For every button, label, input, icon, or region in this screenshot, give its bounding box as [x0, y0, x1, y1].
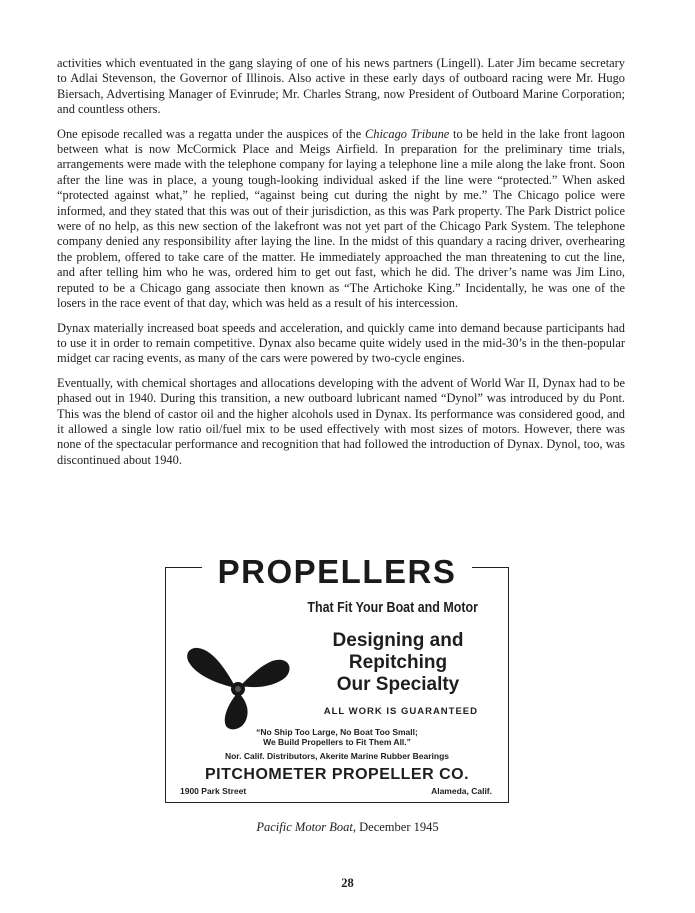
propeller-icon: [184, 644, 294, 732]
ad-slogan-line-2: We Build Propellers to Fit Them All.”: [263, 737, 411, 747]
ad-slogan: [166, 727, 508, 747]
propeller-advertisement: [165, 553, 509, 803]
paragraph-3: Dynax materially increased boat speeds and acceleration, and quickly came into demand because participants had to use it in order to remain competitive. Dynax also became quite widely used in the mid-30’s in the then-popular midget car racing events, as many of the cars were powered by two-cycle engines.: [57, 320, 625, 366]
ad-tagline: That Fit Your Boat and Motor: [307, 600, 478, 616]
paragraph-2-rest: to be held in the lake front lagoon between what is now McCormick Place and Meigs Airfield. In preparation for the preliminary time trials, arrangements were made with the telephone company for laying a telephone line a mile along the lake front. Soon after the line was in place, a young tough-looking individual asked if the line were “protected.” When asked “protected against what,” he replied, “against being cut during the night by me.” The Chicago police were informed, and they stated that this was out of their jurisdiction, as this was Park property. The Park District police were of no help, as this new section of the lakefront was not yet part of the Chicago Park System. The telephone company denied any responsibility after laying the line. In the midst of this quandary a racing driver, overhearing the problem, offered to take care of the matter. He immediately approached the man threatening to cut the line, and after telling him who he was, ordered him to get out fast, which he did. The driver’s name was Jim Lino, reputed to be a Chicago gang associate then known as “The Artichoke King.” Incidentally, he was one of the losers in the race event of that day, which was held as a result of his intercession.: [57, 126, 625, 311]
ad-address: 1900 Park Street: [180, 786, 247, 796]
page-number: 28: [341, 876, 354, 890]
caption-publication: Pacific Motor Boat,: [256, 820, 357, 834]
ad-caption: [0, 820, 695, 835]
newspaper-name: Chicago Tribune: [364, 126, 450, 141]
paragraph-4: Eventually, with chemical shortages and allocations developing with the advent of World War II, Dynax had to be phased out in 1940. During this transition, a new outboard lubricant named “Dynol” was introduced by du Pont. This was the blend of castor oil and the higher alcohols used in Dynax. Its performance was considered good, and it allowed a single low ratio oil/fuel mix to be used effectively with most sizes of motors. However, there was none of the spectacular performance and recognition that had followed the introduction of Dynax. Dynol, too, was discontinued about 1940.: [57, 375, 625, 467]
ad-headline: [308, 630, 488, 696]
ad-headline-line-1: Designing and: [332, 630, 464, 651]
ad-headline-line-2: Repitching: [348, 652, 448, 673]
article-body: [57, 56, 625, 477]
paragraph-2: [57, 127, 625, 312]
ad-slogan-line-1: “No Ship Too Large, No Boat Too Small;: [256, 727, 418, 737]
paragraph-1: activities which eventuated in the gang slaying of one of his news partners (Lingell). Later Jim became secretary to Adlai Stevenson, the Governor of Illinois. Also active in these early days of outboard racing were Mr. Hugo Biersach, Advertising Manager of Evinrude; Mr. Charles Strang, now President of Outboard Marine Corporation; and countless others.: [57, 56, 625, 117]
ad-company-name: PITCHOMETER PROPELLER CO.: [204, 766, 470, 783]
paragraph-2-start: One episode recalled was a regatta under the auspices of the: [57, 126, 365, 141]
ad-distributors: Nor. Calif. Distributors, Akerite Marine Rubber Bearings: [224, 751, 450, 761]
ad-headline-line-3: Our Specialty: [336, 674, 460, 695]
ad-city: Alameda, Calif.: [431, 786, 492, 796]
ad-guarantee: ALL WORK IS GUARANTEED: [323, 706, 478, 717]
ad-title: PROPELLERS: [202, 554, 472, 590]
caption-date: December 1945: [356, 820, 439, 834]
